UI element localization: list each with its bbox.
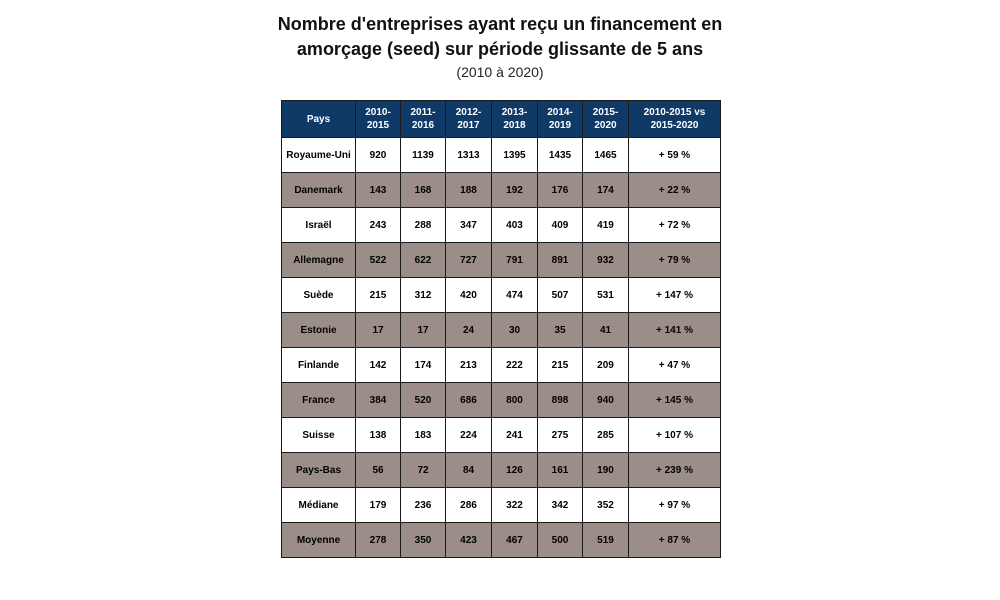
table-row xyxy=(282,313,721,348)
value-cell: 1435 xyxy=(538,138,583,173)
value-cell: 24 xyxy=(446,313,492,348)
country-cell: Israël xyxy=(282,208,356,243)
evolution-cell: + 147 % xyxy=(629,278,721,313)
evolution-cell: + 97 % xyxy=(629,488,721,523)
value-cell: 686 xyxy=(446,383,492,418)
value-cell: 312 xyxy=(401,278,446,313)
column-header-text: Pays xyxy=(306,113,331,125)
table-header xyxy=(282,101,721,138)
column-header-evolution xyxy=(629,101,721,138)
value-cell: 179 xyxy=(356,488,401,523)
evolution-cell: + 107 % xyxy=(629,418,721,453)
value-cell: 190 xyxy=(583,453,629,488)
evolution-cell: + 72 % xyxy=(629,208,721,243)
value-cell: 474 xyxy=(492,278,538,313)
value-cell: 84 xyxy=(446,453,492,488)
value-cell: 507 xyxy=(538,278,583,313)
value-cell: 288 xyxy=(401,208,446,243)
value-cell: 243 xyxy=(356,208,401,243)
value-cell: 188 xyxy=(446,173,492,208)
column-header-2012-2017 xyxy=(446,101,492,138)
value-cell: 384 xyxy=(356,383,401,418)
table-title-line-2: amorçage (seed) sur période glissante de 5 ans xyxy=(296,39,704,59)
value-cell: 30 xyxy=(492,313,538,348)
value-cell: 275 xyxy=(538,418,583,453)
value-cell: 403 xyxy=(492,208,538,243)
country-cell: Finlande xyxy=(282,348,356,383)
table-row xyxy=(282,523,721,558)
table-row xyxy=(282,173,721,208)
value-cell: 222 xyxy=(492,348,538,383)
value-cell: 920 xyxy=(356,138,401,173)
value-cell: 1465 xyxy=(583,138,629,173)
value-cell: 800 xyxy=(492,383,538,418)
value-cell: 898 xyxy=(538,383,583,418)
value-cell: 791 xyxy=(492,243,538,278)
value-cell: 519 xyxy=(583,523,629,558)
value-cell: 215 xyxy=(356,278,401,313)
table-title-line-1: Nombre d'entreprises ayant reçu un financement en xyxy=(277,14,723,34)
value-cell: 72 xyxy=(401,453,446,488)
value-cell: 419 xyxy=(583,208,629,243)
column-header-2010-2015 xyxy=(356,101,401,138)
evolution-cell: + 59 % xyxy=(629,138,721,173)
country-cell: Suède xyxy=(282,278,356,313)
value-cell: 622 xyxy=(401,243,446,278)
value-cell: 467 xyxy=(492,523,538,558)
evolution-cell: + 47 % xyxy=(629,348,721,383)
country-cell: Royaume-Uni xyxy=(282,138,356,173)
table-row xyxy=(282,208,721,243)
value-cell: 176 xyxy=(538,173,583,208)
country-cell: France xyxy=(282,383,356,418)
table-row xyxy=(282,278,721,313)
country-cell: Suisse xyxy=(282,418,356,453)
country-cell: Pays-Bas xyxy=(282,453,356,488)
column-header-2015-2020 xyxy=(583,101,629,138)
value-cell: 143 xyxy=(356,173,401,208)
title-block xyxy=(0,12,1000,81)
value-cell: 285 xyxy=(583,418,629,453)
value-cell: 17 xyxy=(356,313,401,348)
value-cell: 409 xyxy=(538,208,583,243)
value-cell: 213 xyxy=(446,348,492,383)
evolution-cell: + 145 % xyxy=(629,383,721,418)
country-cell: Moyenne xyxy=(282,523,356,558)
value-cell: 56 xyxy=(356,453,401,488)
value-cell: 500 xyxy=(538,523,583,558)
value-cell: 940 xyxy=(583,383,629,418)
column-header-text: 2014- xyxy=(547,107,573,118)
country-cell: Danemark xyxy=(282,173,356,208)
value-cell: 352 xyxy=(583,488,629,523)
table-row xyxy=(282,453,721,488)
column-header-text: 2015-2020 xyxy=(650,120,699,131)
evolution-cell: + 141 % xyxy=(629,313,721,348)
value-cell: 168 xyxy=(401,173,446,208)
evolution-cell: + 87 % xyxy=(629,523,721,558)
value-cell: 138 xyxy=(356,418,401,453)
value-cell: 522 xyxy=(356,243,401,278)
table-row xyxy=(282,348,721,383)
value-cell: 342 xyxy=(538,488,583,523)
value-cell: 174 xyxy=(583,173,629,208)
seed-funding-table xyxy=(281,100,721,558)
value-cell: 278 xyxy=(356,523,401,558)
column-header-text: 2012- xyxy=(455,107,482,118)
column-header-pays xyxy=(282,101,356,138)
table-row xyxy=(282,488,721,523)
column-header-2014-2019 xyxy=(538,101,583,138)
value-cell: 423 xyxy=(446,523,492,558)
evolution-cell: + 22 % xyxy=(629,173,721,208)
value-cell: 520 xyxy=(401,383,446,418)
country-cell: Estonie xyxy=(282,313,356,348)
column-header-2011-2016 xyxy=(401,101,446,138)
value-cell: 41 xyxy=(583,313,629,348)
column-header-text: 2018 xyxy=(503,120,526,131)
column-header-text: 2019 xyxy=(548,120,572,131)
value-cell: 241 xyxy=(492,418,538,453)
column-header-2013-2018 xyxy=(492,101,538,138)
value-cell: 215 xyxy=(538,348,583,383)
header-row xyxy=(282,101,721,138)
evolution-cell: + 79 % xyxy=(629,243,721,278)
value-cell: 531 xyxy=(583,278,629,313)
value-cell: 174 xyxy=(401,348,446,383)
value-cell: 161 xyxy=(538,453,583,488)
value-cell: 236 xyxy=(401,488,446,523)
column-header-text: 2010-2015 vs xyxy=(643,107,706,118)
value-cell: 932 xyxy=(583,243,629,278)
value-cell: 1139 xyxy=(401,138,446,173)
value-cell: 891 xyxy=(538,243,583,278)
value-cell: 209 xyxy=(583,348,629,383)
value-cell: 126 xyxy=(492,453,538,488)
column-header-text: 2013- xyxy=(501,107,528,118)
value-cell: 347 xyxy=(446,208,492,243)
column-header-text: 2015- xyxy=(592,107,619,118)
column-header-text: 2011- xyxy=(410,107,436,118)
column-header-text: 2020 xyxy=(594,120,617,131)
value-cell: 420 xyxy=(446,278,492,313)
value-cell: 286 xyxy=(446,488,492,523)
value-cell: 350 xyxy=(401,523,446,558)
value-cell: 1313 xyxy=(446,138,492,173)
table-row xyxy=(282,243,721,278)
column-header-text: 2016 xyxy=(411,120,435,131)
value-cell: 17 xyxy=(401,313,446,348)
column-header-text: 2010- xyxy=(365,107,391,118)
value-cell: 183 xyxy=(401,418,446,453)
table-row xyxy=(282,383,721,418)
column-header-text: 2017 xyxy=(457,120,480,131)
value-cell: 322 xyxy=(492,488,538,523)
column-header-text: 2015 xyxy=(366,120,390,131)
value-cell: 142 xyxy=(356,348,401,383)
value-cell: 35 xyxy=(538,313,583,348)
table-row xyxy=(282,138,721,173)
table-body xyxy=(282,138,721,558)
value-cell: 1395 xyxy=(492,138,538,173)
table-row xyxy=(282,418,721,453)
country-cell: Médiane xyxy=(282,488,356,523)
value-cell: 727 xyxy=(446,243,492,278)
table-subtitle: (2010 à 2020) xyxy=(456,64,544,80)
evolution-cell: + 239 % xyxy=(629,453,721,488)
country-cell: Allemagne xyxy=(282,243,356,278)
value-cell: 192 xyxy=(492,173,538,208)
value-cell: 224 xyxy=(446,418,492,453)
